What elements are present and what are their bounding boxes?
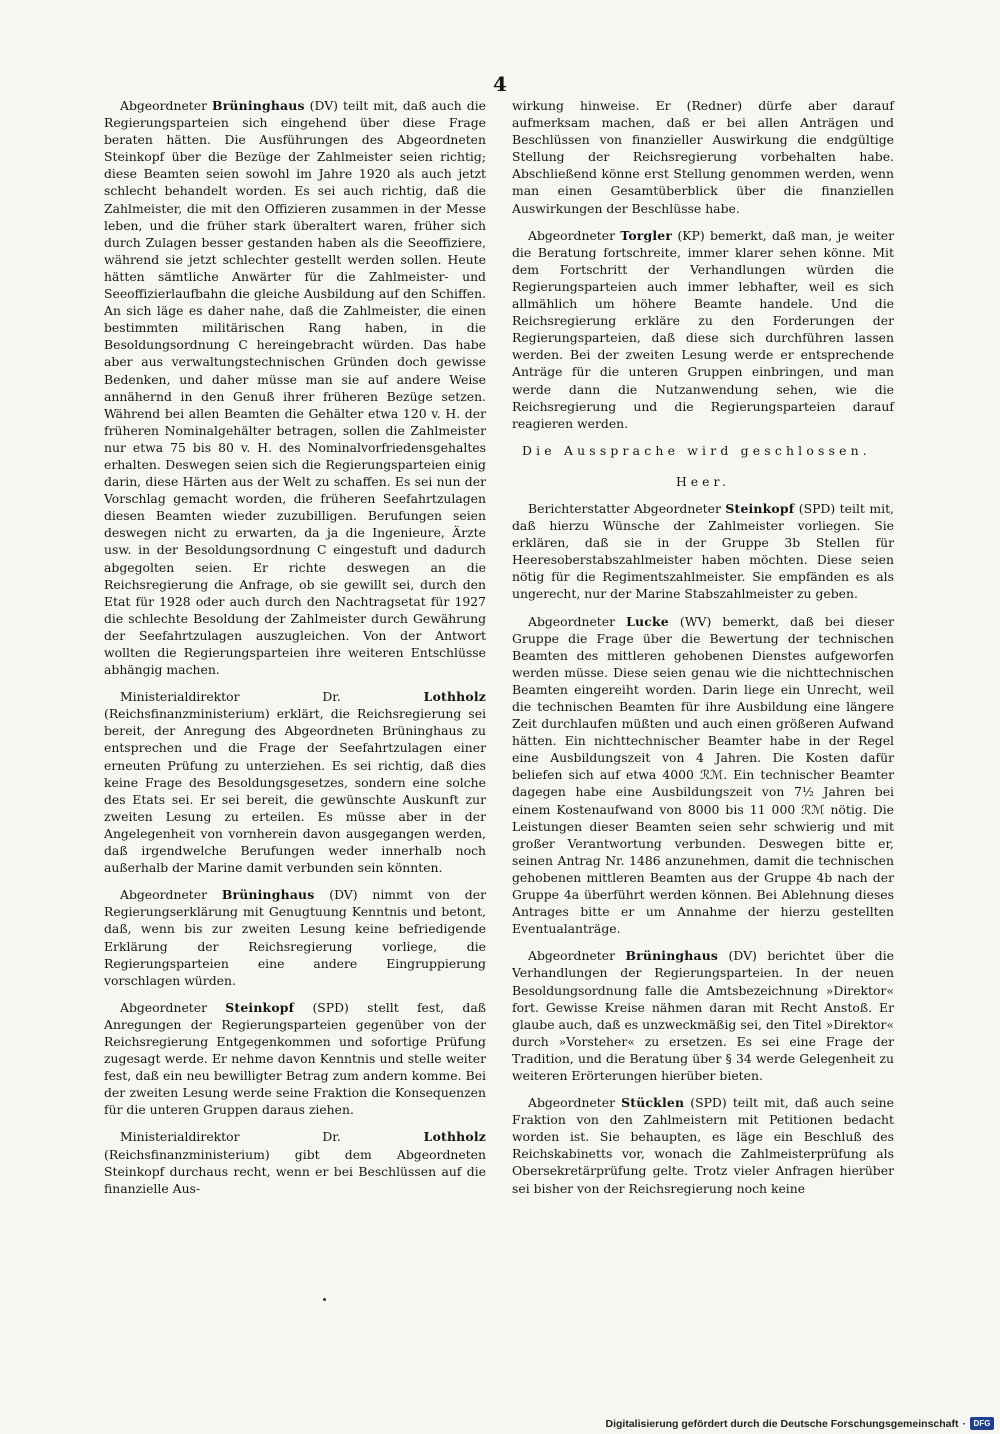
speaker-name: Torgler xyxy=(620,227,673,243)
speaker-name: Steinkopf xyxy=(725,500,795,516)
paragraph: Berichterstatter Abgeordneter Steinkopf (SPD) teilt mit, daß hierzu Wünsche der Zahlmeister vorliegen. Sie erklären, daß sie in der Gruppe 3b Stellen für Heeresoberstabszahlmeister haben möchten. Diese seien nötig für die Regimentszahlmeister. Sie empfänden es als ungerecht, nur der Marine Stabszahlmeister zu geben. xyxy=(512,500,894,602)
speaker-name: Brüninghaus xyxy=(212,98,305,113)
paragraph: Abgeordneter Lucke (WV) bemerkt, daß bei dieser Gruppe die Frage über die Bewertung der technischen Beamten des mittleren gehobenen Dienstes aufgeworfen werden müsse. Diese seien genau wie die nichttechnischen Beamten eingereiht worden. Darin liege ein Unrecht, weil die technischen Beamten für ihre Ausbildung eine längere Zeit durchlaufen müßten und auch einen größeren Aufwand hätten. Ein nichttechnischer Beamter habe in der Regel eine Ausbildungszeit von 4 Jahren. Die Kosten dafür beliefen sich auf etwa 4000 ℛℳ. Ein technischer Beamter dagegen habe eine Ausbildungszeit von 7½ Jahren bei einem Kostenaufwand von 8000 bis 11 000 ℛℳ nötig. Die Leistungen dieser Beamten seien sehr schwierig und mit großer Verantwortung verbunden. Deswegen bitte er, seinen Antrag Nr. 1486 anzunehmen, damit die technischen gehobenen mittleren Beamten aus der Gruppe 4b nach der Gruppe 4a überführt werden können. Bei Ablehnung dieses Antrages bitte er um Annahme der hierzu gestellten Eventualanträge. xyxy=(512,613,895,937)
closing-note: Die Aussprache wird geschlossen. xyxy=(522,442,871,458)
speaker-name: Lothholz xyxy=(423,689,486,705)
paragraph-continuation: wirkung hinweise. Er (Redner) dürfe aber darauf aufmerksam machen, daß er bei allen Anträgen und Beschlüssen von finanzieller Auswirkung die endgültige Stellung der Reichsregierung vorbehalten habe. Abschließend könne erst Stellung genommen werden, wenn man einen Gesamtüberblick über die finanziellen Auswirkungen der Beschlüsse habe. xyxy=(512,98,894,216)
paragraph: Abgeordneter Brüninghaus (DV) berichtet über die Verhandlungen der Regierungsparteien. In der neuen Besoldungsordnung falle die Amtsbezeichnung »Direktor« fort. Gewisse Kreise nähmen daran mit Recht Anstoß. Er glaube auch, daß es unzweckmäßig sei, den Titel »Direktor« durch »Vorsteher« zu ersetzen. Es sei eine Frage der Tradition, und die Beratung über § 34 werde Gelegenheit zu weiteren Erörterungen hierüber bieten. xyxy=(512,948,894,1083)
speaker-name: Brüninghaus xyxy=(221,887,315,903)
left-column xyxy=(104,97,486,1207)
page-number: 4 xyxy=(493,72,507,96)
speaker-name: Steinkopf xyxy=(225,999,295,1015)
speaker-name: Stücklen xyxy=(621,1095,685,1111)
paragraph: Ministerialdirektor Dr. Lothholz (Reichsfinanzministerium) erklärt, die Reichsregierung sei bereit, der Anregung des Abgeordneten Brüninghaus zu entsprechen und die Frage der Seefahrtzulagen einer erneuten Prüfung zu unterziehen. Es sei richtig, daß dies keine Frage des Besoldungsgesetzes, sondern eine solche des Etats sei. Er sei bereit, die gewünschte Auskunft zur zweiten Lesung zu erteilen. Es müsse aber in der Angelegenheit von vornherein davon ausgegangen werden, daß irgendwelche Berufungen weder innerhalb noch außerhalb der Marine damit verbunden sein könnten. xyxy=(104,689,486,876)
paragraph: Abgeordneter Stücklen (SPD) teilt mit, daß auch seine Fraktion von den Zahlmeistern mit Petitionen bedacht worden ist. Sie behaupten, es läge ein Beschluß des Reichskabinetts vor, wonach die Zahlmeisterprüfung als Obersekretärprüfung gelte. Trotz vieler Anfragen hierüber sei bisher von der Reichsregierung noch keine xyxy=(512,1095,894,1196)
footer xyxy=(606,1417,994,1430)
footer-credit: Digitalisierung gefördert durch die Deutsche Forschungsgemeinschaft xyxy=(605,1417,959,1430)
paragraph: Ministerialdirektor Dr. Lothholz (Reichsfinanzministerium) gibt dem Abgeordneten Steinkopf durchaus recht, wenn er bei Beschlüssen auf die finanzielle Aus- xyxy=(104,1129,486,1196)
speaker-name: Lucke xyxy=(626,613,669,629)
paragraph: Abgeordneter Brüninghaus (DV) nimmt von der Regierungserklärung mit Genugtuung Kenntnis und betont, daß, wenn bis zur zweiten Lesung keine befriedigende Erklärung der Reichsregierung vorliege, die Regierungsparteien eine andere Eingruppierung vorschlagen würden. xyxy=(104,887,486,988)
right-column xyxy=(512,97,894,1207)
section-heading: Heer. xyxy=(676,473,730,489)
footer-separator: · xyxy=(962,1417,966,1430)
paragraph: Abgeordneter Steinkopf (SPD) stellt fest, daß Anregungen der Regierungsparteien gegenüber von der Reichsregierung Entgegenkommen und sofortige Prüfung zugesagt werde. Er nehme davon Kenntnis und stelle weiter fest, daß ein neu bewilligter Betrag zum andern komme. Bei der zweiten Lesung werde seine Fraktion die Konsequenzen für die unteren Gruppen daraus ziehen. xyxy=(104,999,486,1118)
dfg-logo-icon: DFG xyxy=(970,1417,994,1430)
speaker-name: Brüninghaus xyxy=(625,948,719,964)
print-speck xyxy=(323,1298,326,1301)
paragraph: Abgeordneter Brüninghaus (DV) teilt mit, daß auch die Regierungsparteien sich eingehend über diese Frage beraten hätten. Die Ausführungen des Abgeordneten Steinkopf über die Bezüge der Zahlmeister seien richtig; diese Beamten seien sowohl im Jahre 1920 als auch jetzt schlecht behandelt worden. Es sei auch richtig, daß die Zahlmeister, die mit den Offizieren zusammen in der Messe leben, und die früher stark überaltert waren, früher sich durch Zulagen besser gestanden haben als die Seeoffiziere, während sie jetzt schlechter gestellt werden sollen. Heute hätten sämtliche Anwärter für die Zahlmeister- und Seeoffizierlaufbahn die gleiche Ausbildung auf den Schiffen. An sich läge es daher nahe, daß die Zahlmeister, die einen bestimmten militärischen Rang haben, in die Besoldungsordnung C hereingebracht würden. Das habe aber aus verwaltungstechnischen Gründen doch gewisse Bedenken, und daher müsse man sie auf andere Weise annähernd in den Genuß ihrer früheren Bezüge setzen. Während bei allen Beamten die Gehälter etwa 120 v. H. der früheren Nominalgehälter betragen, sollen die Zahlmeister nur etwa 75 bis 80 v. H. des Nominalvorfriedensgehaltes erhalten. Deswegen seien sich die Regierungsparteien einig darin, diese Härten aus der Welt zu schaffen. Es sei nun der Vorschlag gemacht worden, die früheren Seefahrtzulagen diesen Beamten wieder zuzubilligen. Berufungen seien deswegen nicht zu erwarten, da ja die Ingenieure, Ärzte usw. in der Besoldungsordnung C eingestuft und dadurch abgegolten seien. Er richte deswegen an die Reichsregierung die Anfrage, ob sie gewillt sei, durch den Etat für 1928 oder auch durch den Nachtragsetat für 1927 die schlechte Besoldung der Zahlmeister durch Gewährung der Seefahrtzulagen auszugleichen. Von der Antwort wollten die Regierungsparteien ihre weiteren Entschlüsse abhängig machen. xyxy=(104,98,487,678)
paragraph: Abgeordneter Torgler (KP) bemerkt, daß man, je weiter die Beratung fortschreite, immer klarer sehen könne. Mit dem Fortschritt der Verhandlungen würden die Regierungsparteien auch immer lebhafter, weil es sich allmählich um höhere Beamte handele. Und die Reichsregierung erkläre zu den Forderungen der Regierungsparteien, daß diese sich durchführen lassen werden. Bei der zweiten Lesung werde er entsprechende Anträge für die unteren Gruppen einbringen, und man werde dann die Nutzanwendung sehen, wie die Reichsregierung und die Regierungsparteien darauf reagieren werden. xyxy=(512,227,894,431)
speaker-name: Lothholz xyxy=(423,1129,486,1145)
